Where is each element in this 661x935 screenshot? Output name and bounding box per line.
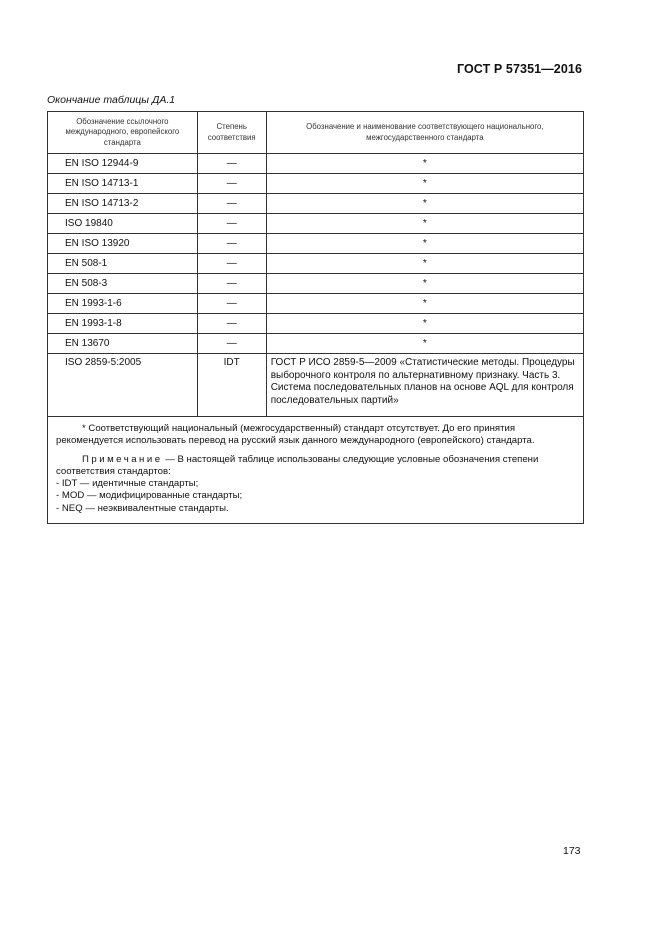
table-caption: Окончание таблицы ДА.1	[47, 94, 176, 106]
note-paragraph	[56, 454, 575, 479]
cell-designation: EN 508-3	[48, 274, 198, 294]
table-row	[48, 194, 584, 214]
cell-degree: —	[197, 254, 266, 274]
column-header-degree: Степень соответствия	[197, 112, 266, 154]
legend-item: - NEQ — неэквивалентные стандарты.	[56, 502, 229, 514]
cell-designation: EN 508-1	[48, 254, 198, 274]
cell-national: *	[266, 194, 583, 214]
cell-degree: —	[197, 274, 266, 294]
table-row	[48, 154, 584, 174]
table-row	[48, 294, 584, 314]
legend-item: - IDT — идентичные стандарты;	[56, 478, 199, 490]
notes-row	[48, 417, 584, 524]
cell-national: *	[266, 214, 583, 234]
cell-designation: EN 1993-1-8	[48, 314, 198, 334]
table-row	[48, 274, 584, 294]
table-row	[48, 214, 584, 234]
cell-degree: IDT	[197, 354, 266, 417]
table-row	[48, 314, 584, 334]
cell-designation: EN ISO 14713-2	[48, 194, 198, 214]
table-notes	[48, 417, 584, 524]
table-row	[48, 334, 584, 354]
cell-degree: —	[197, 154, 266, 174]
cell-national: *	[266, 254, 583, 274]
standards-table	[47, 111, 584, 524]
cell-degree: —	[197, 174, 266, 194]
footnote-text: * Соответствующий национальный (межгосударственный) стандарт отсутствует. До его принятия рекомендуется использовать перевод на русский язык данного международного (европейского) стандарта.	[56, 423, 535, 447]
cell-designation: EN 13670	[48, 334, 198, 354]
cell-designation: EN 1993-1-6	[48, 294, 198, 314]
legend-item: - MOD — модифицированные стандарты;	[56, 490, 243, 502]
cell-designation: EN ISO 12944-9	[48, 154, 198, 174]
cell-national: *	[266, 154, 583, 174]
cell-national: ГОСТ Р ИСО 2859-5—2009 «Статистические методы. Процедуры выборочного контроля по альтернативному признаку. Часть 3. Система последовательных планов на основе AQL для контроля последовательных партий»	[266, 354, 583, 417]
cell-national: *	[266, 274, 583, 294]
cell-designation: ISO 19840	[48, 214, 198, 234]
cell-degree: —	[197, 314, 266, 334]
cell-national: *	[266, 294, 583, 314]
cell-degree: —	[197, 334, 266, 354]
cell-national: *	[266, 314, 583, 334]
cell-national: *	[266, 174, 583, 194]
cell-designation: ISO 2859-5:2005	[48, 354, 198, 417]
document-code: ГОСТ Р 57351—2016	[456, 62, 582, 76]
page-number: 173	[563, 845, 581, 857]
cell-degree: —	[197, 194, 266, 214]
table-header-row	[48, 112, 584, 154]
note-label: Примечание	[82, 453, 163, 465]
cell-national: *	[266, 334, 583, 354]
note-text: — В настоящей таблице использованы следующие условные обозначения степени соответствия стандартов:	[56, 453, 539, 477]
cell-degree: —	[197, 294, 266, 314]
cell-designation: EN ISO 13920	[48, 234, 198, 254]
column-header-designation: Обозначение ссылочного международного, европейского стандарта	[48, 112, 198, 154]
cell-designation: EN ISO 14713-1	[48, 174, 198, 194]
table-row	[48, 174, 584, 194]
table-row	[48, 234, 584, 254]
table-row	[48, 354, 584, 417]
column-header-national: Обозначение и наименование соответствующего национального, межгосударственного стандарта	[266, 112, 583, 154]
cell-degree: —	[197, 214, 266, 234]
table-row	[48, 254, 584, 274]
cell-national: *	[266, 234, 583, 254]
cell-degree: —	[197, 234, 266, 254]
